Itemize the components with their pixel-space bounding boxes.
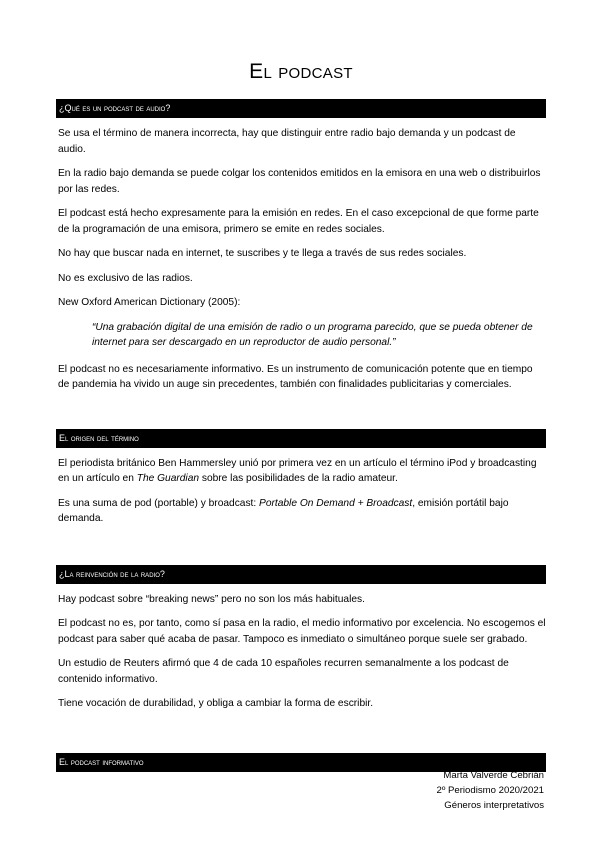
document-page xyxy=(56,60,546,780)
paragraph-pod-broadcast xyxy=(58,496,546,527)
section-heading-informativo: El podcast informativo xyxy=(56,753,546,772)
subject-name: Géneros interpretativos xyxy=(444,800,544,811)
newspaper-name: The Guardian xyxy=(136,473,200,484)
document-title: El podcast xyxy=(249,60,353,83)
paragraph: No es exclusivo de las radios. xyxy=(58,272,193,284)
paragraph-hammersley xyxy=(58,456,546,487)
dictionary-quote: “Una grabación digital de una emisión de radio o un programa parecido, que se pueda obtener de internet para ser descargado en un reproductor de audio personal.” xyxy=(92,321,533,348)
document-footer xyxy=(436,768,544,813)
text-run: , emisión portátil bajo demanda. xyxy=(58,497,509,524)
paragraph: El podcast no es, por tanto, como sí pasa en la radio, el medio informativo por excelencia. No escogemos el podcast para saber qué acaba de pasar. Tampoco es inmediato o simultáneo porque suele ser grabado. xyxy=(58,618,546,645)
paragraph: Un estudio de Reuters afirmó que 4 de cada 10 españoles recurren semanalmente a los podcast de contenido informativo. xyxy=(58,658,509,685)
paragraph: Tiene vocación de durabilidad, y obliga a cambiar la forma de escribir. xyxy=(58,698,374,709)
paragraph: El podcast está hecho expresamente para la emisión en redes. En el caso excepcional de que forme parte de la programación de una emisora, primero se emite en redes sociales. xyxy=(58,208,539,235)
section-heading-origen: El origen del término xyxy=(56,429,546,448)
paragraph: Se usa el término de manera incorrecta, hay que distinguir entre radio bajo demanda y un podcast de audio. xyxy=(58,128,516,155)
paragraph: Hay podcast sobre “breaking news” pero no son los más habituales. xyxy=(58,593,365,605)
section-heading-reinvencion: ¿La reinvención de la radio? xyxy=(56,565,546,584)
section-heading-que-es: ¿Qué es un podcast de audio? xyxy=(56,99,546,118)
paragraph: En la radio bajo demanda se puede colgar los contenidos emitidos en la emisora en una web o distribuirlos por las redes. xyxy=(58,168,541,195)
text-run: Es una suma de pod (portable) y broadcast: xyxy=(58,497,260,509)
text-run: El periodista británico Ben Hammersley unió por primera vez en un artículo el término iPod y broadcasting en un artículo en xyxy=(58,457,537,484)
paragraph: No hay que buscar nada en internet, te suscribes y te llega a través de sus redes sociales. xyxy=(58,248,467,259)
acronym-expansion: Portable On Demand + Broadcast xyxy=(259,497,413,509)
course-info: 2º Periodismo 2020/2021 xyxy=(436,785,544,796)
author-name: Marta Valverde Cebrián xyxy=(443,770,544,781)
text-run: sobre las posibilidades de la radio amateur. xyxy=(199,473,398,484)
paragraph: El podcast no es necesariamente informativo. Es un instrumento de comunicación potente que en tiempo de pandemia ha vivido un auge sin precedentes, también con finalidades publicitarias y comerciales. xyxy=(58,363,533,390)
paragraph-citation-source: New Oxford American Dictionary (2005): xyxy=(58,297,241,308)
